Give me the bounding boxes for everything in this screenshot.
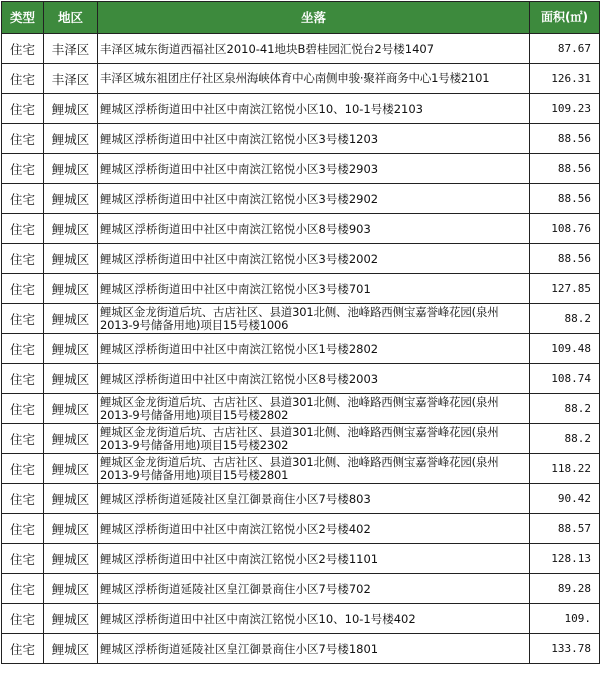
cell-type: 住宅 xyxy=(2,484,44,514)
cell-location: 丰泽区城东祖团庄仔社区泉州海峡体育中心南侧申骏·聚祥商务中心1号楼2101 xyxy=(98,64,530,94)
table-row xyxy=(2,184,600,214)
cell-area: 鲤城区 xyxy=(44,94,98,124)
table-row xyxy=(2,94,600,124)
cell-location: 鲤城区浮桥街道田中社区中南滨江铭悦小区8号楼2003 xyxy=(98,364,530,394)
cell-location: 鲤城区浮桥街道田中社区中南滨江铭悦小区1号楼2802 xyxy=(98,334,530,364)
cell-size: 88.56 xyxy=(530,184,600,214)
header-type: 类型 xyxy=(2,2,44,34)
cell-type: 住宅 xyxy=(2,514,44,544)
cell-size: 126.31 xyxy=(530,64,600,94)
cell-location: 鲤城区浮桥街道延陵社区皇江御景商住小区7号楼1801 xyxy=(98,634,530,664)
cell-location: 鲤城区浮桥街道延陵社区皇江御景商住小区7号楼702 xyxy=(98,574,530,604)
cell-size: 87.67 xyxy=(530,34,600,64)
cell-type: 住宅 xyxy=(2,424,44,454)
cell-location: 鲤城区金龙街道后坑、古店社区、县道301北侧、池峰路西侧宝嘉誉峰花园(泉州2013-9号储备用地)项目15号楼2801 xyxy=(98,454,530,484)
cell-location: 鲤城区浮桥街道延陵社区皇江御景商住小区7号楼803 xyxy=(98,484,530,514)
cell-size: 109.48 xyxy=(530,334,600,364)
table-row xyxy=(2,244,600,274)
cell-location: 鲤城区浮桥街道田中社区中南滨江铭悦小区3号楼701 xyxy=(98,274,530,304)
table-row xyxy=(2,424,600,454)
cell-area: 鲤城区 xyxy=(44,124,98,154)
header-size: 面积(㎡) xyxy=(530,2,600,34)
cell-area: 鲤城区 xyxy=(44,274,98,304)
cell-location: 鲤城区浮桥街道田中社区中南滨江铭悦小区3号楼2002 xyxy=(98,244,530,274)
cell-type: 住宅 xyxy=(2,94,44,124)
cell-area: 鲤城区 xyxy=(44,184,98,214)
cell-type: 住宅 xyxy=(2,184,44,214)
cell-area: 鲤城区 xyxy=(44,604,98,634)
cell-location: 鲤城区浮桥街道田中社区中南滨江铭悦小区3号楼2903 xyxy=(98,154,530,184)
cell-area: 鲤城区 xyxy=(44,574,98,604)
cell-size: 88.2 xyxy=(530,304,600,334)
cell-area: 鲤城区 xyxy=(44,454,98,484)
cell-location: 鲤城区浮桥街道田中社区中南滨江铭悦小区10、10-1号楼2103 xyxy=(98,94,530,124)
cell-size: 108.76 xyxy=(530,214,600,244)
table-row xyxy=(2,604,600,634)
cell-size: 118.22 xyxy=(530,454,600,484)
cell-type: 住宅 xyxy=(2,274,44,304)
cell-location: 鲤城区浮桥街道田中社区中南滨江铭悦小区2号楼1101 xyxy=(98,544,530,574)
property-table xyxy=(1,1,600,664)
cell-size: 88.56 xyxy=(530,124,600,154)
table-row xyxy=(2,64,600,94)
table-row xyxy=(2,304,600,334)
cell-area: 鲤城区 xyxy=(44,484,98,514)
cell-type: 住宅 xyxy=(2,244,44,274)
cell-type: 住宅 xyxy=(2,574,44,604)
cell-location: 丰泽区城东街道西福社区2010-41地块B碧桂园汇悦台2号楼1407 xyxy=(98,34,530,64)
table-row xyxy=(2,514,600,544)
header-location: 坐落 xyxy=(98,2,530,34)
cell-type: 住宅 xyxy=(2,154,44,184)
cell-area: 鲤城区 xyxy=(44,634,98,664)
cell-area: 鲤城区 xyxy=(44,334,98,364)
cell-type: 住宅 xyxy=(2,394,44,424)
cell-size: 88.57 xyxy=(530,514,600,544)
cell-type: 住宅 xyxy=(2,604,44,634)
table-row xyxy=(2,544,600,574)
cell-type: 住宅 xyxy=(2,334,44,364)
cell-area: 丰泽区 xyxy=(44,64,98,94)
cell-type: 住宅 xyxy=(2,64,44,94)
header-area: 地区 xyxy=(44,2,98,34)
table-row xyxy=(2,634,600,664)
cell-location: 鲤城区浮桥街道田中社区中南滨江铭悦小区10、10-1号楼402 xyxy=(98,604,530,634)
cell-type: 住宅 xyxy=(2,454,44,484)
cell-area: 丰泽区 xyxy=(44,34,98,64)
cell-size: 109.23 xyxy=(530,94,600,124)
cell-area: 鲤城区 xyxy=(44,214,98,244)
cell-type: 住宅 xyxy=(2,214,44,244)
cell-area: 鲤城区 xyxy=(44,514,98,544)
cell-size: 88.56 xyxy=(530,244,600,274)
cell-area: 鲤城区 xyxy=(44,364,98,394)
cell-location: 鲤城区浮桥街道田中社区中南滨江铭悦小区3号楼2902 xyxy=(98,184,530,214)
table-body xyxy=(2,34,600,664)
cell-area: 鲤城区 xyxy=(44,544,98,574)
cell-size: 128.13 xyxy=(530,544,600,574)
property-table-container xyxy=(1,1,599,664)
cell-size: 133.78 xyxy=(530,634,600,664)
table-row xyxy=(2,274,600,304)
cell-size: 88.56 xyxy=(530,154,600,184)
cell-size: 89.28 xyxy=(530,574,600,604)
cell-type: 住宅 xyxy=(2,544,44,574)
table-row xyxy=(2,124,600,154)
table-row xyxy=(2,574,600,604)
table-row xyxy=(2,484,600,514)
cell-size: 88.2 xyxy=(530,424,600,454)
table-header-row xyxy=(2,2,600,34)
table-row xyxy=(2,214,600,244)
cell-location: 鲤城区金龙街道后坑、古店社区、县道301北侧、池峰路西侧宝嘉誉峰花园(泉州2013-9号储备用地)项目15号楼1006 xyxy=(98,304,530,334)
cell-location: 鲤城区浮桥街道田中社区中南滨江铭悦小区3号楼1203 xyxy=(98,124,530,154)
cell-location: 鲤城区金龙街道后坑、古店社区、县道301北侧、池峰路西侧宝嘉誉峰花园(泉州2013-9号储备用地)项目15号楼2802 xyxy=(98,394,530,424)
cell-type: 住宅 xyxy=(2,634,44,664)
table-row xyxy=(2,154,600,184)
cell-area: 鲤城区 xyxy=(44,424,98,454)
cell-size: 88.2 xyxy=(530,394,600,424)
cell-area: 鲤城区 xyxy=(44,154,98,184)
cell-type: 住宅 xyxy=(2,364,44,394)
cell-type: 住宅 xyxy=(2,124,44,154)
cell-area: 鲤城区 xyxy=(44,244,98,274)
cell-type: 住宅 xyxy=(2,304,44,334)
cell-location: 鲤城区浮桥街道田中社区中南滨江铭悦小区2号楼402 xyxy=(98,514,530,544)
cell-size: 90.42 xyxy=(530,484,600,514)
cell-size: 108.74 xyxy=(530,364,600,394)
cell-area: 鲤城区 xyxy=(44,394,98,424)
cell-area: 鲤城区 xyxy=(44,304,98,334)
cell-size: 127.85 xyxy=(530,274,600,304)
cell-location: 鲤城区金龙街道后坑、古店社区、县道301北侧、池峰路西侧宝嘉誉峰花园(泉州2013-9号储备用地)项目15号楼2302 xyxy=(98,424,530,454)
table-row xyxy=(2,334,600,364)
table-row xyxy=(2,34,600,64)
table-row xyxy=(2,394,600,424)
cell-location: 鲤城区浮桥街道田中社区中南滨江铭悦小区8号楼903 xyxy=(98,214,530,244)
table-row xyxy=(2,454,600,484)
cell-type: 住宅 xyxy=(2,34,44,64)
table-row xyxy=(2,364,600,394)
cell-size: 109. xyxy=(530,604,600,634)
